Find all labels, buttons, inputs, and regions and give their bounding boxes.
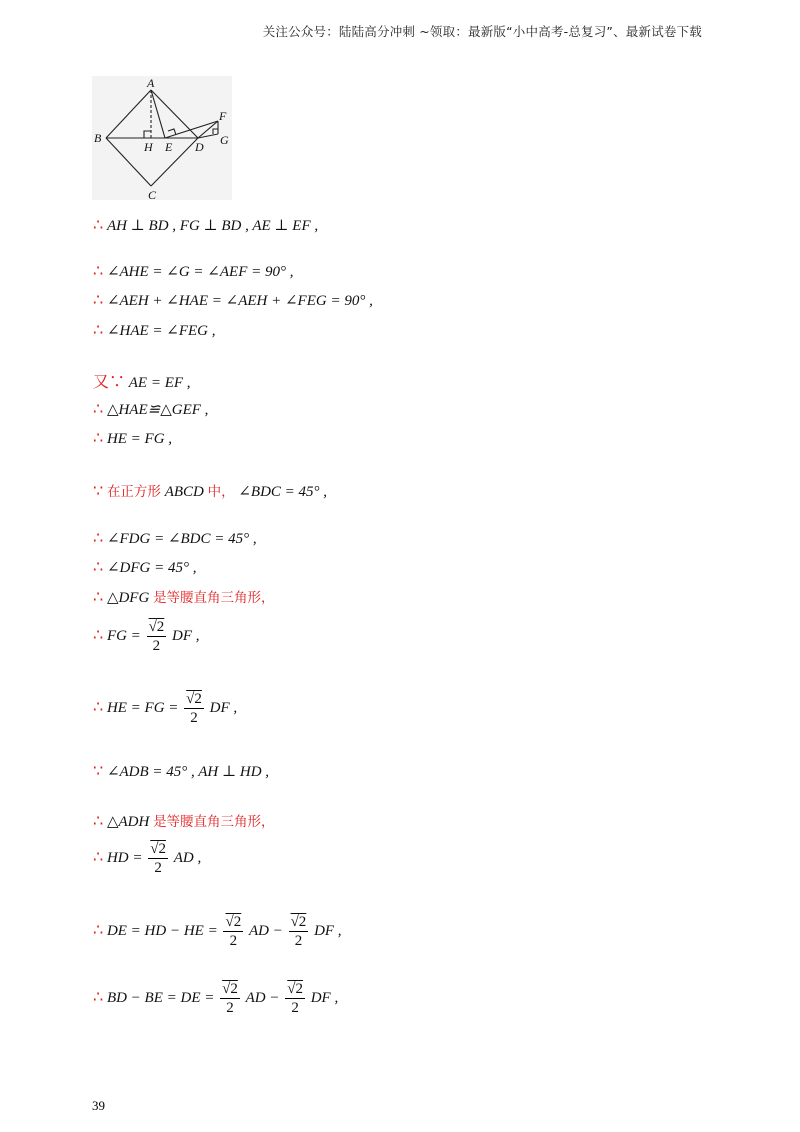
proof-line-17: ∴ DE = HD − HE = $\frac{√2}{2}$ AD − $\frac{√2}{2}$ DF , [93, 914, 342, 949]
proof-line-2: ∴ ∠AHE = ∠G = ∠AEF = 90° , [93, 263, 294, 280]
label-e: E [165, 140, 173, 154]
label-d: D [195, 140, 204, 154]
label-b: B [94, 131, 102, 145]
proof-line-6: ∴ △HAE≌△GEF , [93, 401, 209, 418]
proof-line-5: 又∵ AE = EF , [93, 374, 191, 391]
proof-line-16: ∴ HD = $\frac{√2}{2}$ AD , [93, 841, 202, 876]
proof-line-12: ∴ FG = $\frac{√2}{2}$ DF , [93, 619, 200, 654]
geometry-figure [92, 76, 232, 200]
proof-line-3: ∴ ∠AEH + ∠HAE = ∠AEH + ∠FEG = 90° , [93, 292, 373, 309]
proof-line-10: ∴ ∠DFG = 45° , [93, 559, 197, 576]
label-c: C [148, 188, 157, 200]
proof-line-9: ∴ ∠FDG = ∠BDC = 45° , [93, 530, 257, 547]
proof-line-14: ∵ ∠ADB = 45° , AH ⊥ HD , [93, 763, 270, 780]
proof-line-11: ∴ △DFG 是等腰直角三角形， [93, 589, 275, 606]
page-number: 39 [92, 1098, 105, 1113]
label-h: H [144, 140, 153, 154]
proof-line-15: ∴ △ADH 是等腰直角三角形， [93, 813, 275, 830]
proof-line-18: ∴ BD − BE = DE = $\frac{√2}{2}$ AD − $\frac{√2}{2}$ DF , [93, 981, 339, 1016]
proof-line-7: ∴ HE = FG , [93, 430, 173, 447]
proof-line-4: ∴ ∠HAE = ∠FEG , [93, 322, 216, 339]
label-g: G [220, 133, 229, 147]
label-a: A [147, 76, 155, 90]
page-header: 关注公众号：陆陆高分冲刺 ~领取：最新版“小中高考-总复习”、最新试卷下载 [262, 24, 702, 39]
proof-line-13: ∴ HE = FG = $\frac{√2}{2}$ DF , [93, 691, 238, 726]
proof-line-1: ∴ AH ⊥ BD , FG ⊥ BD , AE ⊥ EF , [93, 217, 319, 234]
proof-line-8: ∵ 在正方形 ABCD 中， ∠BDC = 45° , [93, 483, 328, 500]
label-f: F [219, 109, 227, 123]
